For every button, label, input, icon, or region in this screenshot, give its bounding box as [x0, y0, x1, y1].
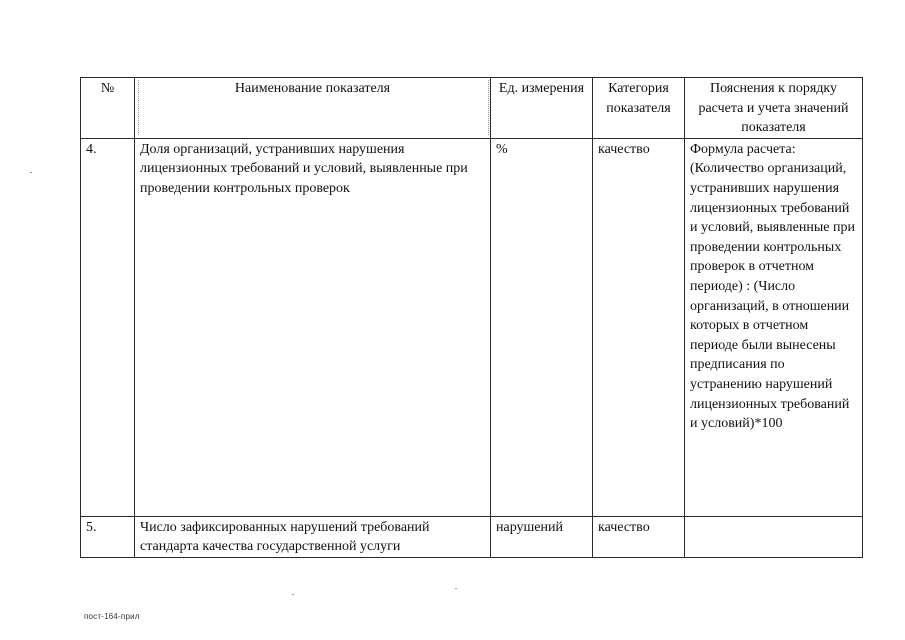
header-category: Категория показателя	[593, 78, 685, 139]
header-unit: Ед. измерения	[491, 78, 593, 139]
scan-guide-line	[488, 80, 489, 135]
footer-code: пост-164-прил	[84, 612, 140, 621]
category-cell: качество	[593, 516, 685, 557]
category-cell: качество	[593, 138, 685, 516]
scan-guide-line	[138, 80, 139, 135]
row-number: 5.	[81, 516, 135, 557]
table-row	[81, 138, 863, 516]
table-row	[81, 516, 863, 557]
explanation-cell	[685, 516, 863, 557]
header-name: Наименование показателя	[135, 78, 491, 139]
unit-cell: нарушений	[491, 516, 593, 557]
header-explanation: Пояснения к порядку расчета и учета значений показателя	[685, 78, 863, 139]
scan-speck	[292, 594, 294, 595]
indicators-table	[80, 77, 863, 558]
indicator-name: Доля организаций, устранивших нарушения лицензионных требований и условий, выявленные при проведении контрольных проверок	[135, 138, 491, 516]
header-number: №	[81, 78, 135, 139]
unit-cell: %	[491, 138, 593, 516]
indicator-name: Число зафиксированных нарушений требований стандарта качества государственной услуги	[135, 516, 491, 557]
row-number: 4.	[81, 138, 135, 516]
scan-speck	[455, 588, 457, 589]
table-header-row	[81, 78, 863, 139]
scan-speck	[30, 172, 32, 173]
explanation-cell: Формула расчета: (Количество организаций, устранивших нарушения лицензионных требований и условий, выявленные при проведении контрольных проверок в отчетном периоде) : (Число организаций, в отношении которых в отчетном периоде были вынесены предписания по устранению нарушений лицензионных требований и условий)*100	[685, 138, 863, 516]
